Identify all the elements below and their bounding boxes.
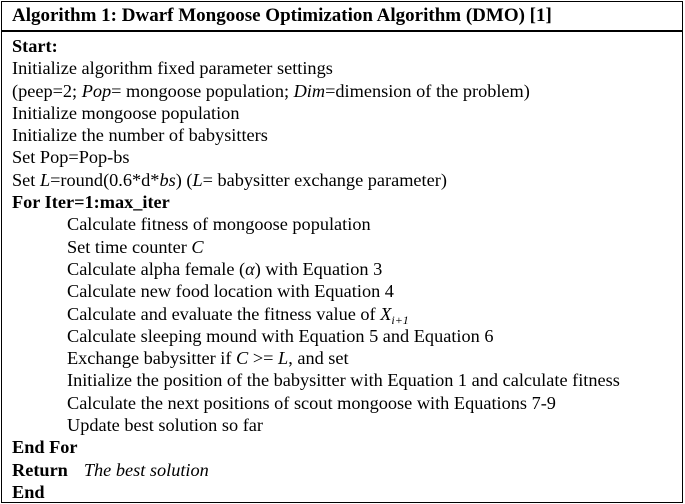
algorithm-line xyxy=(2,369,682,391)
line-text: Initialize the position of the babysitter with Equation 1 and calculate fitness xyxy=(67,370,620,391)
line-text: α xyxy=(245,258,255,279)
line-text: Calculate and evaluate the fitness value of xyxy=(67,303,381,324)
line-text: Set Pop=Pop-bs xyxy=(12,147,130,168)
line-text: End For xyxy=(12,437,78,458)
line-text: Calculate new food location with Equation 4 xyxy=(67,281,394,302)
algorithm-line xyxy=(2,57,682,79)
line-text: Start: xyxy=(12,36,58,56)
line-text: Calculate sleeping mound with Equation 5 and Equation 6 xyxy=(67,325,494,346)
line-text: Exchange babysitter if xyxy=(67,348,237,369)
algorithm-box xyxy=(1,1,683,503)
line-text: Pop xyxy=(81,80,112,101)
line-text: C xyxy=(236,348,249,369)
line-text: L xyxy=(278,348,289,369)
line-text: For Iter=1:max_iter xyxy=(12,192,170,213)
line-text: Calculate the next positions of scout mongoose with Equations 7-9 xyxy=(67,392,556,413)
algorithm-line xyxy=(2,236,682,258)
algorithm-line xyxy=(2,325,682,347)
line-text: Return xyxy=(12,459,68,480)
line-text: >= xyxy=(248,348,279,369)
algorithm-line xyxy=(2,191,682,213)
line-text: ) with Equation 3 xyxy=(254,258,383,279)
line-text: End xyxy=(12,481,45,502)
line-text: Initialize the number of babysitters xyxy=(12,125,268,146)
line-text: L xyxy=(192,169,203,190)
line-text: Calculate fitness of mongoose population xyxy=(67,214,371,235)
algorithm-line xyxy=(2,436,682,458)
line-text: L xyxy=(39,169,51,190)
algorithm-line xyxy=(2,213,682,235)
line-text: = mongoose population; xyxy=(111,80,294,101)
line-text: =round(0.6*d* xyxy=(50,169,160,190)
algorithm-body xyxy=(2,32,682,503)
algorithm-line xyxy=(2,102,682,124)
algorithm-line xyxy=(2,347,682,369)
algorithm-line xyxy=(2,280,682,302)
algorithm-line xyxy=(2,35,682,57)
algorithm-line xyxy=(2,414,682,436)
line-text: Update best solution so far xyxy=(67,415,263,436)
line-text: Set time counter xyxy=(67,236,192,257)
algorithm-line xyxy=(2,146,682,168)
line-text: Calculate alpha female ( xyxy=(67,258,246,279)
line-text: ) ( xyxy=(175,169,193,190)
algorithm-line xyxy=(2,258,682,280)
line-text: X xyxy=(380,303,392,324)
line-text: Initialize mongoose population xyxy=(12,102,240,123)
algorithm-line xyxy=(2,481,682,503)
algorithm-line xyxy=(2,392,682,414)
algorithm-line xyxy=(2,124,682,146)
line-text: = babysitter exchange parameter) xyxy=(202,169,447,190)
algorithm-line xyxy=(2,303,682,325)
line-text: The best solution xyxy=(83,459,209,480)
subscript: i+1 xyxy=(391,312,409,327)
line-text: C xyxy=(191,236,204,257)
algorithm-title: Algorithm 1: Dwarf Mongoose Optimization Algorithm (DMO) [1] xyxy=(2,2,682,32)
line-text: Initialize algorithm fixed parameter settings xyxy=(12,58,333,79)
line-text: =dimension of the problem) xyxy=(325,80,530,101)
line-text: (peep=2; xyxy=(12,80,82,101)
line-text: Set xyxy=(12,169,40,190)
algorithm-line xyxy=(2,80,682,102)
line-text: , and set xyxy=(288,348,349,369)
line-text: bs xyxy=(159,169,176,190)
algorithm-line xyxy=(2,459,682,481)
algorithm-line xyxy=(2,169,682,191)
line-text: Dim xyxy=(293,80,326,101)
